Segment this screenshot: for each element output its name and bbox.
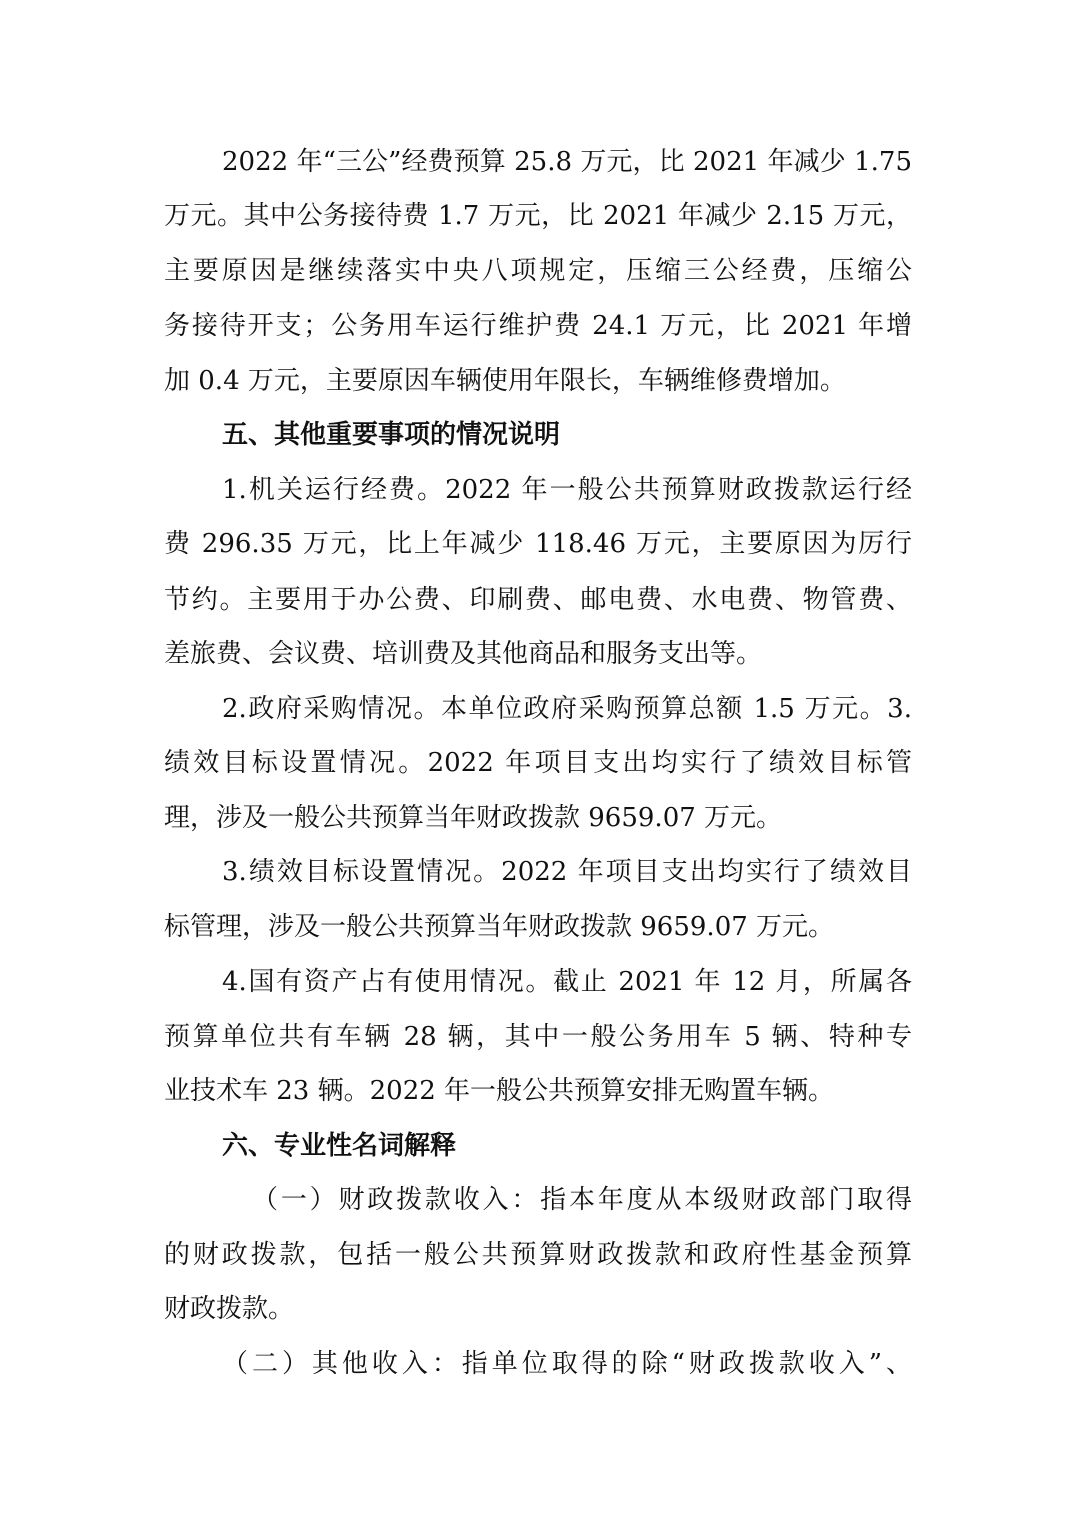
document-page: 2022 年“三公”经费预算 25.8 万元，比 2021 年减少 1.75 万元。其中公务接待费 1.7 万元，比 2021 年减少 2.15 万元， 主要原因是继续落实中央八项规定，压缩三公经费，压缩公 务接待开支；公务用车运行维护费 24.1 万元，比 2021 年增 加 0.4 万元，主要原因车辆使用年限长，车辆维修费增加。 五、其他重要事项的情况说明 1.机关运行经费。2022 年一般公共预算财政拨款运行经 费 296.35 万元，比上年减少 118.46 万元，主要原因为厉行 节约。主要用于办公费、印刷费、邮电费、水电费、物管费、 差旅费、会议费、培训费及其他商品和服务支出等。 2.政府采购情况。本单位政府采购预算总额 1.5 万元。3. 绩效目标设置情况。2022 年项目支出均实行了绩效目标管 理，涉及一般公共预算当年财政拨款 9659.07 万元。 3.绩效目标设置情况。2022 年项目支出均实行了绩效目 标管理，涉及一般公共预算当年财政拨款 9659.07 万元。 4.国有资产占有使用情况。截止 2021 年 12 月，所属各 预算单位共有车辆 28 辆，其中一般公务用车 5 辆、特种专 业技术车 23 辆。2022 年一般公共预算安排无购置车辆。 六、专业性名词解释 （一）财政拨款收入：指本年度从本级财政部门取得 的财政拨款，包括一般公共预算财政拨款和政府性基金预算 财政拨款。 （二）其他收入：指单位取得的除“财政拨款收入”、 (164, 147, 912, 1379)
